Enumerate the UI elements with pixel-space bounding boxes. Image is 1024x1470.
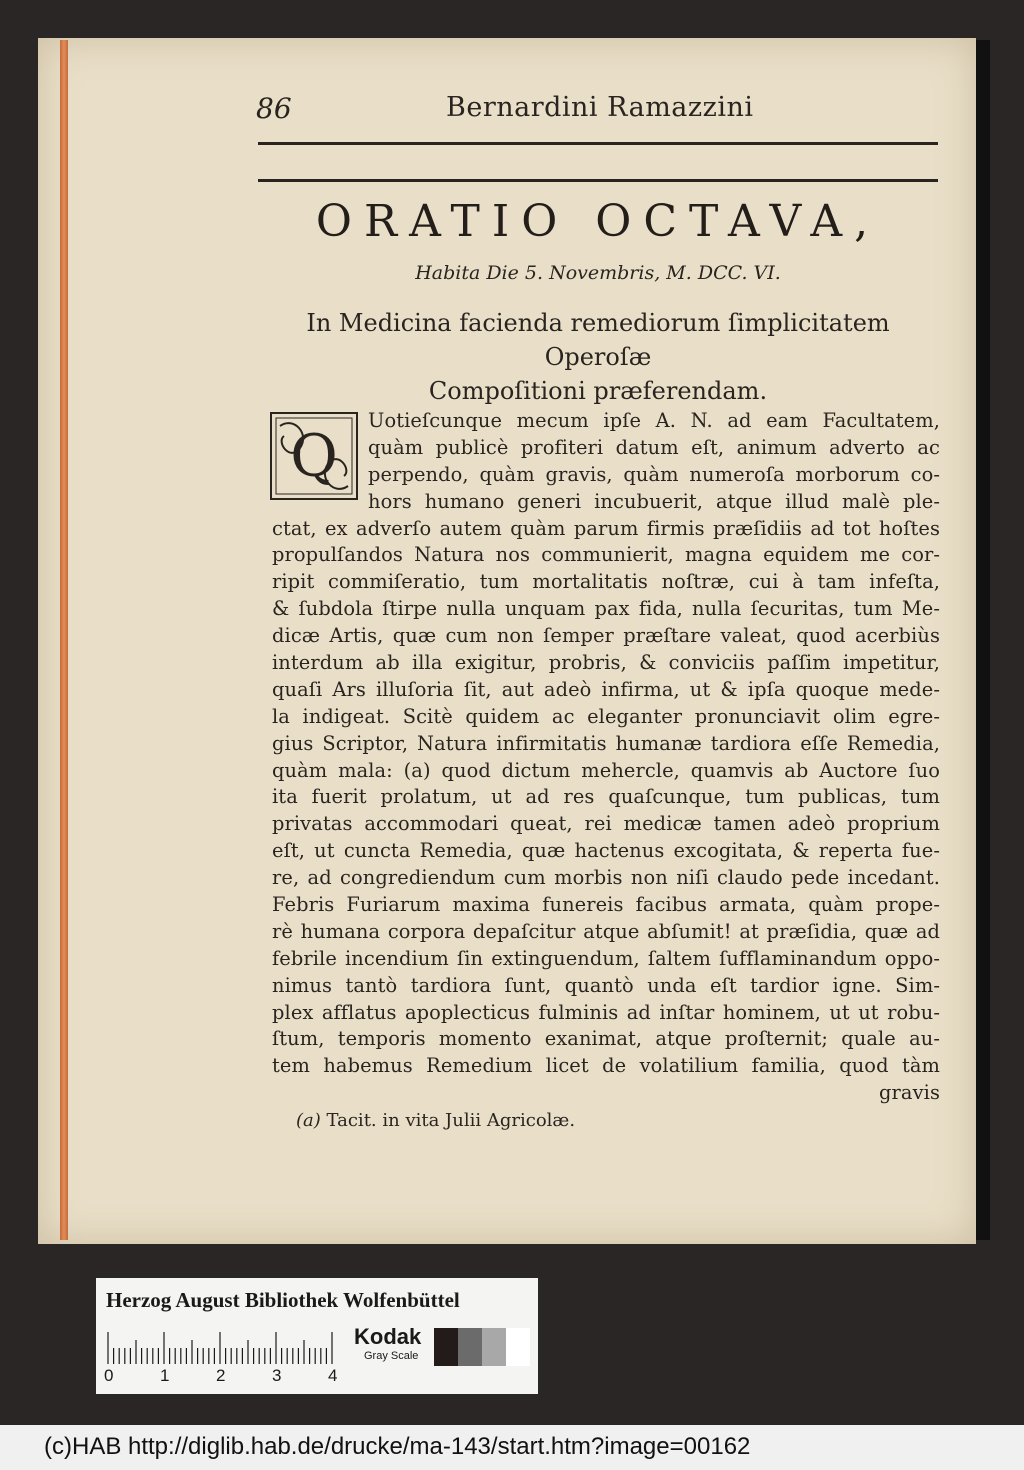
text-line: plex afflatus apoplecticus fulminis ad inſtar hominem, ut ut robu-: [272, 1000, 940, 1024]
text-line: la indigeat. Scitè quidem ac eleganter pronunciavit olim egre-: [272, 704, 940, 728]
ruler-number: 0: [104, 1366, 114, 1385]
ornament-motif: [414, 148, 450, 176]
kodak-logo: Kodak: [354, 1324, 422, 1349]
text-line: quàm publicè profiteri datum eſt, animum adverto ac: [368, 435, 940, 459]
ruler-number: 4: [328, 1366, 338, 1385]
text-line: re, ad congrediendum cum morbis non niſi claudo pede incedant.: [272, 866, 940, 890]
text-line: perpendo, quàm gravis, quàm numeroſa morborum co-: [368, 462, 940, 486]
ruler-number: 2: [216, 1366, 226, 1385]
ornament-motif: [270, 148, 306, 176]
ornament-band: [258, 142, 938, 182]
ornament-motif: [654, 148, 690, 176]
text-line: tem habemus Remedium licet de volatilium familia, quod tàm: [272, 1054, 940, 1078]
ornament-motif: [894, 148, 930, 176]
library-label: [96, 1278, 538, 1394]
ornament-motif: [846, 148, 882, 176]
text-line: ſtum, temporis momento exanimat, atque proſternit; quale au-: [272, 1027, 940, 1051]
text-line: propulſandos Natura nos communierit, magna equidem me cor-: [272, 543, 940, 567]
grayscale-label: Gray Scale: [364, 1350, 419, 1362]
scale-ruler: [106, 1330, 338, 1364]
text-line: ripit commiſeratio, tum mortalitatis noſtræ, cui à tam infeſta,: [272, 570, 940, 594]
footnote: [296, 1110, 575, 1131]
running-title: Bernardini Ramazzini: [446, 92, 754, 123]
text-line: gius Scriptor, Natura infirmitatis humanæ tardiora eſſe Remedia,: [272, 731, 940, 755]
running-head: [0, 92, 1024, 132]
text-line: ctat, ex adverſo autem quàm parum firmis præſidiis ad tot hoſtes: [272, 516, 940, 540]
text-line: privatas accommodari queat, rei medicæ tamen adeò proprium: [272, 812, 940, 836]
library-name: Herzog August Bibliothek Wolfenbüttel: [106, 1288, 460, 1312]
text-line: ita fuerit prolatum, ut ad res quaſcunque, tum publicas, tum: [272, 785, 940, 809]
swatch-dark-gray: [458, 1328, 482, 1366]
ruler-number: 1: [160, 1366, 170, 1385]
text-line: Febris Furiarum maxima funereis facibus armata, quàm prope-: [272, 893, 940, 917]
text-line: febrile incendium ſin extinguendum, ſaltem ſufflaminandum oppo-: [272, 946, 940, 970]
text-line: & ſubdola ſtirpe nulla unquam pax fida, nulla ſecuritas, tum Me-: [272, 597, 940, 621]
text-line: hors humano generi incubuerit, atque illud malè ple-: [368, 489, 940, 513]
text-line: quàm mala: (a) quod dictum mehercle, quamvis ab Auctore ſuo: [272, 758, 940, 782]
gray-swatches: [434, 1328, 530, 1366]
text-line: dicæ Artis, quæ cum non ſemper præſtare valeat, quod acerbiùs: [272, 624, 940, 648]
text-line: quaſi Ars illuſoria ſit, aut adeò infirma, ut & ipſa quoque mede-: [272, 677, 940, 701]
habita-date: Habita Die 5. Novembris, M. DCC. VI.: [415, 262, 781, 284]
ornament-motif: [798, 148, 834, 176]
ornament-motif: [510, 148, 546, 176]
text-line: gravis: [879, 1081, 940, 1105]
page-edge: [60, 40, 68, 1240]
ornament-motif: [366, 148, 402, 176]
footer-url: (c)HAB http://diglib.hab.de/drucke/ma-143/start.htm?image=00162: [44, 1433, 751, 1460]
oration-subject: [258, 306, 938, 408]
text-line: eſt, ut cuncta Remedia, quæ hactenus excogitata, & reperta fue-: [272, 839, 940, 863]
body-text: [272, 408, 940, 1107]
text-line: rè humana corpora depaſcitur atque abſumit! at præſidia, quæ ad: [272, 919, 940, 943]
page-number: 86: [256, 92, 292, 125]
footnote-mark: (a): [296, 1110, 321, 1131]
text-line: nimus tantò tardiora ſunt, quantò unda eſt tardior igne. Sim-: [272, 973, 940, 997]
ornament-motif: [318, 148, 354, 176]
binding-shadow: [976, 40, 990, 1240]
ornament-motif: [462, 148, 498, 176]
ornament-motif: [750, 148, 786, 176]
text-line: Uotieſcunque mecum ipſe A. N. ad eam Facultatem,: [368, 409, 940, 432]
footer-bar: [0, 1425, 1024, 1470]
ornament-motif: [558, 148, 594, 176]
dropcap-letter: Q: [290, 422, 338, 490]
ruler-numbers: [104, 1366, 354, 1390]
swatch-black: [434, 1328, 458, 1366]
subject-line: In Medicina facienda remediorum ſimplicitatem Operoſæ: [306, 309, 890, 371]
ornament-motif: [606, 148, 642, 176]
text-line: interdum ab illa exigitur, probris, & conviciis paſſim impetitur,: [272, 651, 940, 675]
ornament-motif: [702, 148, 738, 176]
swatch-white: [506, 1328, 530, 1366]
swatch-gray: [482, 1328, 506, 1366]
oration-title: ORATIO OCTAVA,: [315, 196, 881, 247]
ruler-number: 3: [272, 1366, 282, 1385]
subject-line: Compoſitioni præferendam.: [428, 377, 768, 405]
footnote-text: Tacit. in vita Julii Agricolæ.: [326, 1110, 576, 1131]
